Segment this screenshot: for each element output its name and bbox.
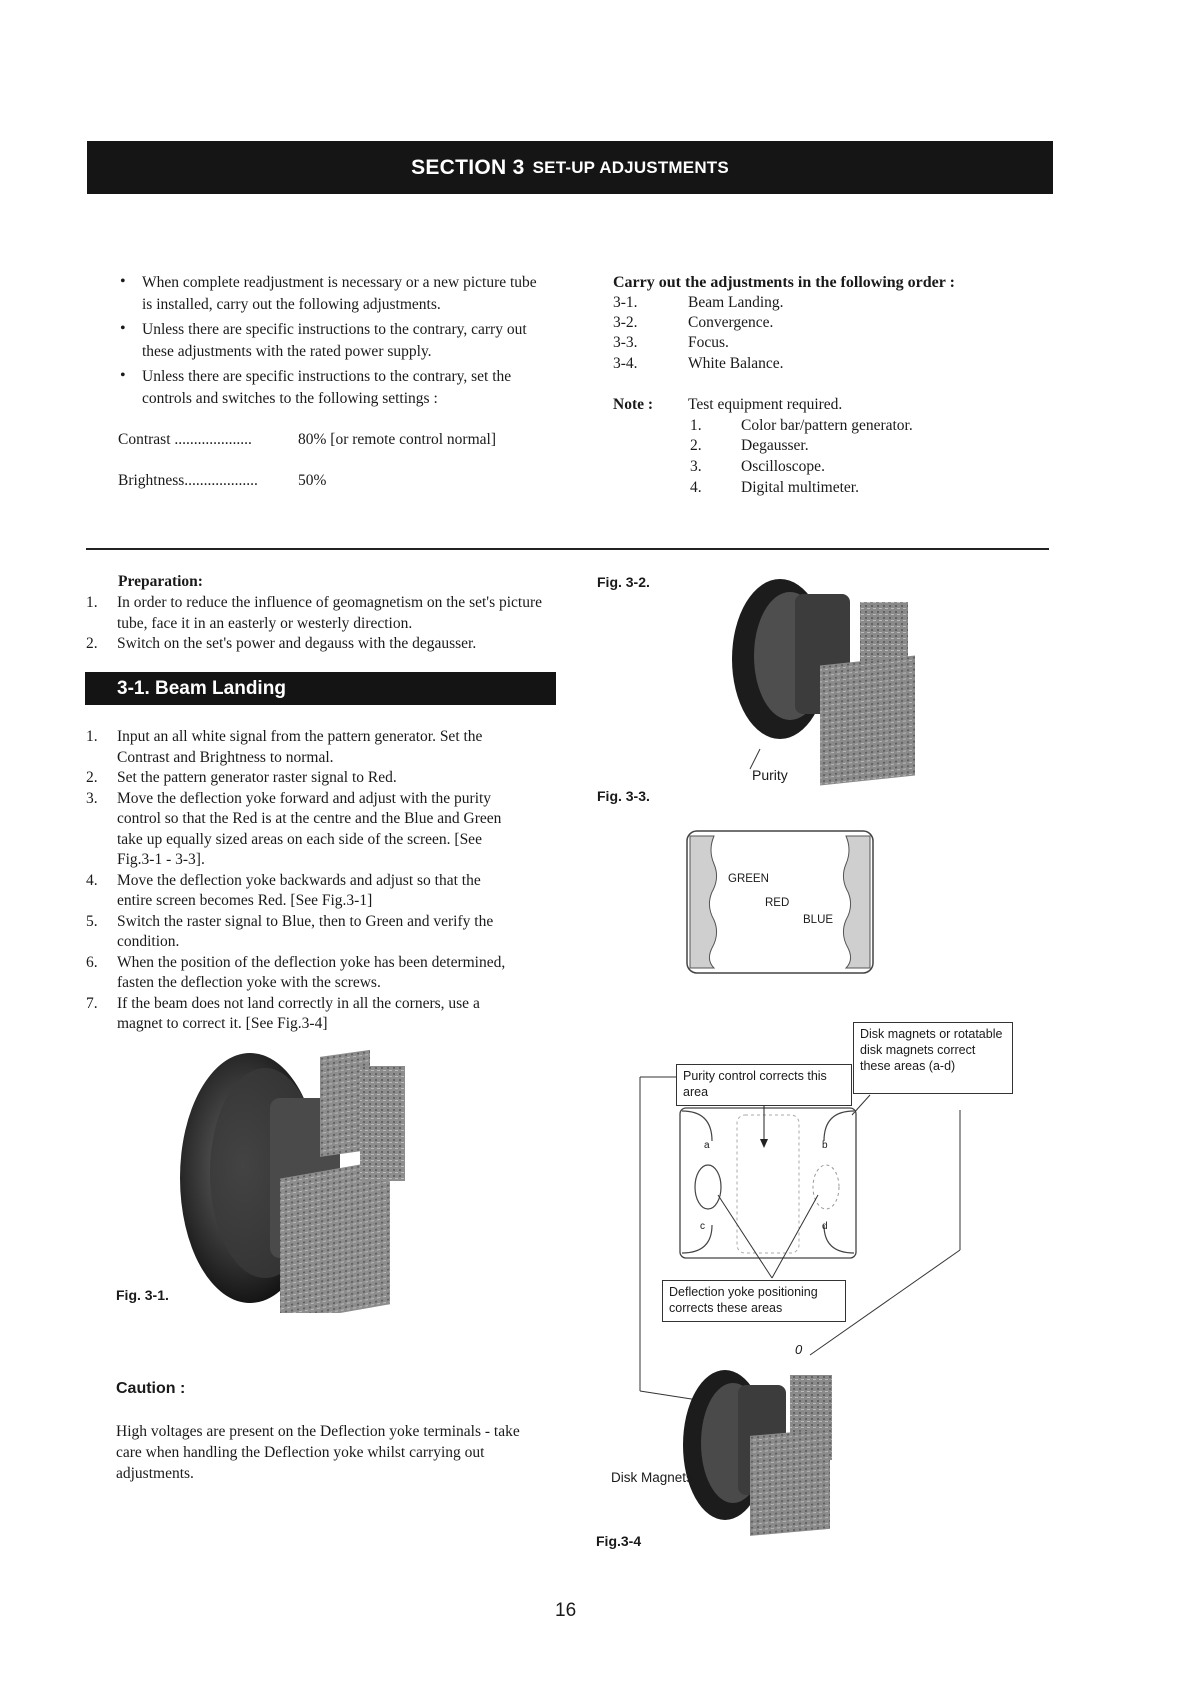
step-num: 2. (86, 769, 98, 786)
order-heading: Carry out the adjustments in the following order : (613, 274, 955, 291)
equipment-num: 4. (690, 479, 702, 496)
equipment-num: 3. (690, 458, 702, 475)
order-num: 3-4. (613, 355, 638, 372)
section-banner (87, 141, 1053, 194)
intro-bullets (118, 272, 543, 413)
list-item (86, 953, 514, 994)
blue-label: BLUE (803, 914, 834, 926)
intro-bullet: • Unless there are specific instructions to the contrary, set the controls and switches to the following settings : (118, 366, 543, 409)
list-item (86, 871, 514, 912)
beam-landing-steps (86, 727, 514, 1035)
deflection-yoke-callout: Deflection yoke positioning corrects these areas (662, 1280, 846, 1322)
step-num: 3. (86, 789, 98, 807)
step-text: When the position of the deflection yoke has been determined, fasten the deflection yoke with the screws. (117, 953, 506, 991)
list-item (86, 994, 514, 1035)
step-num: 6. (86, 953, 98, 971)
step-text: Switch on the set's power and degauss with the degausser. (117, 635, 477, 652)
list-item (86, 634, 546, 655)
corner-c-label: c (700, 1221, 705, 1232)
step-text: Set the pattern generator raster signal to Red. (117, 769, 397, 786)
step-text: Move the deflection yoke backwards and adjust so that the entire screen becomes Red. [See Fig.3-1] (117, 871, 481, 909)
setting-value: 50% (298, 472, 327, 489)
setting-brightness (118, 472, 548, 492)
order-num: 3-2. (613, 314, 638, 331)
step-num: 1. (86, 728, 98, 745)
corner-d-label: d (822, 1221, 828, 1232)
page-number: 16 (555, 1600, 577, 1621)
equipment-num: 1. (690, 417, 702, 434)
note-intro: Test equipment required. (688, 396, 843, 413)
step-text: Switch the raster signal to Blue, then to Green and verify the condition. (117, 912, 494, 950)
preparation-steps (86, 593, 546, 655)
divider (86, 548, 1049, 550)
step-num: 2. (86, 635, 98, 652)
fig-3-2-photo (720, 574, 940, 789)
disk-magnets-callout: Disk magnets or rotatable disk magnets correct these areas (a-d) (853, 1022, 1013, 1094)
equipment-num: 2. (690, 437, 702, 454)
section-number: SECTION 3 (411, 155, 525, 179)
step-num: 5. (86, 912, 98, 930)
list-item (86, 789, 514, 871)
corner-b-label: b (822, 1140, 828, 1151)
list-item (86, 912, 514, 953)
note-label: Note : (613, 396, 654, 413)
list-item (86, 727, 514, 768)
step-num: 7. (86, 994, 98, 1012)
fig-3-4-label: Fig.3-4 (596, 1533, 642, 1549)
caution-heading: Caution : (116, 1380, 186, 1397)
setting-value: 80% [or remote control normal] (298, 431, 496, 448)
list-item (86, 593, 546, 634)
equipment-text: Digital multimeter. (741, 479, 859, 496)
step-text: Input an all white signal from the pattern generator. Set the Contrast and Brightness to normal. (117, 728, 483, 766)
setting-contrast (118, 431, 548, 451)
step-num: 1. (86, 594, 98, 611)
equipment-text: Color bar/pattern generator. (741, 417, 913, 434)
preparation-heading: Preparation: (118, 573, 203, 590)
step-num: 4. (86, 871, 98, 889)
corner-a-label: a (704, 1140, 710, 1151)
step-text: Move the deflection yoke forward and adjust with the purity control so that the Red is at the centre and the Blue and Green take up equally sized areas on each side of the screen. [See Fig.3-1 - 3-3]. (117, 789, 502, 868)
setting-label: Brightness................... (118, 472, 258, 489)
order-num: 3-3. (613, 334, 638, 351)
fig-3-1-photo (170, 1048, 450, 1313)
order-text: Convergence. (688, 314, 774, 331)
purity-label: Purity (752, 767, 788, 783)
caution-text: High voltages are present on the Deflection yoke terminals - take care when handling the Deflection yoke whilst carrying out adjustments. (116, 1423, 520, 1482)
equipment-text: Oscilloscope. (741, 458, 825, 475)
fig-3-3-label: Fig. 3-3. (597, 788, 650, 804)
section-title: SET-UP ADJUSTMENTS (532, 157, 729, 177)
order-num: 3-1. (613, 294, 638, 311)
intro-bullet: • When complete readjustment is necessary or a new picture tube is installed, carry out the following adjustments. (118, 272, 543, 315)
equipment-text: Degausser. (741, 437, 809, 454)
zero-label: 0 (795, 1342, 803, 1357)
disk-magnets-label: Disk Magnets (611, 1470, 693, 1485)
purity-control-callout: Purity control corrects this area (676, 1064, 852, 1106)
list-item (86, 768, 514, 789)
red-label: RED (765, 897, 790, 909)
order-text: Beam Landing. (688, 294, 784, 311)
fig-3-1-label: Fig. 3-1. (116, 1287, 169, 1303)
green-label: GREEN (728, 873, 769, 885)
order-text: White Balance. (688, 355, 784, 372)
intro-bullet: • Unless there are specific instructions to the contrary, carry out these adjustments with the rated power supply. (118, 319, 543, 362)
beam-landing-heading (85, 672, 556, 705)
step-text: In order to reduce the influence of geomagnetism on the set's picture tube, face it in an easterly or westerly direction. (117, 594, 543, 632)
order-text: Focus. (688, 334, 729, 351)
fig-3-2-label: Fig. 3-2. (597, 574, 650, 590)
step-text: If the beam does not land correctly in all the corners, use a magnet to correct it. [See Fig.3-4] (117, 994, 480, 1032)
setting-label: Contrast .................... (118, 431, 252, 448)
beam-landing-title: 3-1. Beam Landing (117, 677, 286, 699)
